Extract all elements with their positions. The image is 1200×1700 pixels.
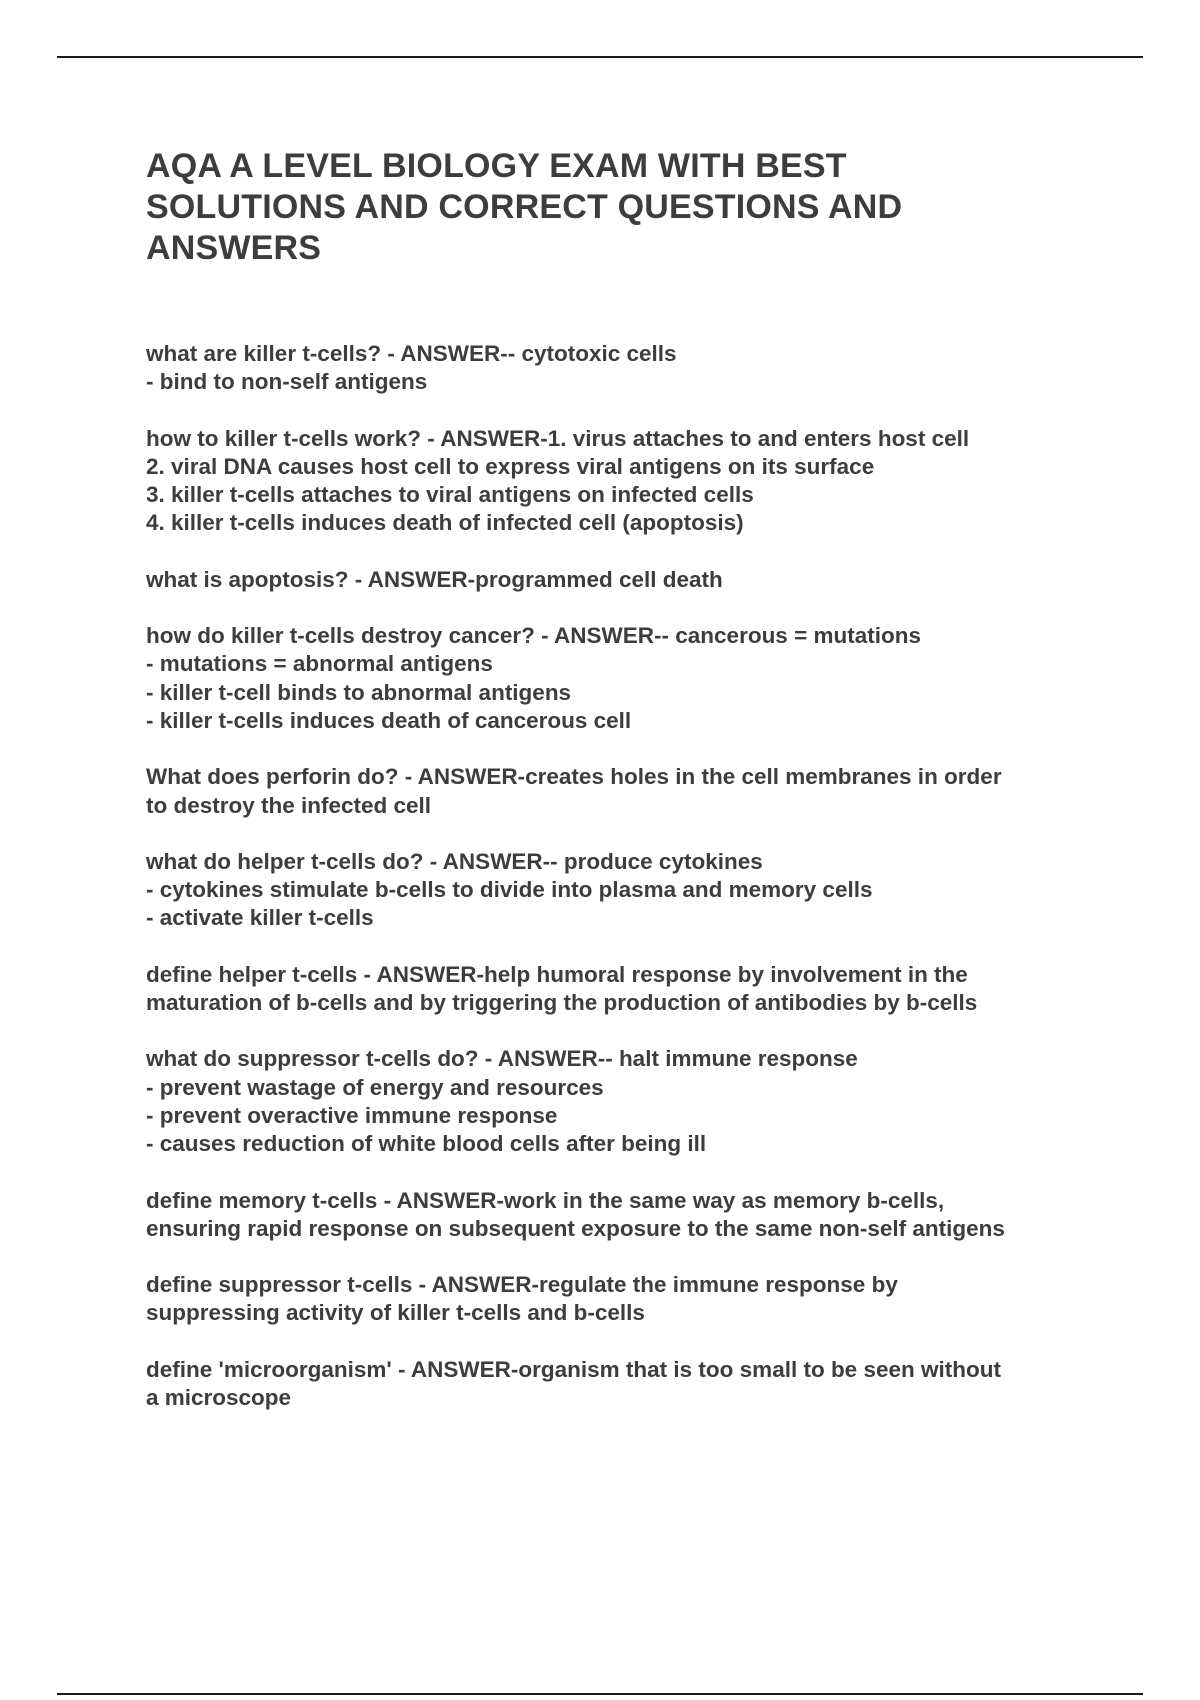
qa-item-define-memory-t-cells [146,1187,1086,1244]
document-title [146,146,1086,269]
qa-list [146,340,1086,1440]
top-rule [57,56,1143,58]
qa-line: - prevent wastage of energy and resources [146,1074,604,1100]
qa-line: - killer t-cells induces death of cancerous cell [146,707,632,733]
qa-line: suppressing activity of killer t-cells and b-cells [146,1300,645,1326]
qa-item-define-suppressor-t-cells [146,1271,1086,1328]
qa-item-perforin [146,763,1086,820]
qa-line: define helper t-cells - ANSWER-help humoral response by involvement in the [146,961,968,987]
qa-item-suppressor-t-cells-do [146,1045,1086,1158]
qa-item-killer-t-cells [146,340,1086,397]
qa-line: ensuring rapid response on subsequent exposure to the same non-self antigens [146,1215,1005,1241]
qa-line: - killer t-cell binds to abnormal antigens [146,679,572,705]
qa-item-helper-t-cells-do [146,848,1086,933]
title-line: SOLUTIONS AND CORRECT QUESTIONS AND [146,188,903,226]
qa-line: 4. killer t-cells induces death of infected cell (apoptosis) [146,510,744,536]
qa-line: What does perforin do? - ANSWER-creates holes in the cell membranes in order [146,764,1002,790]
qa-item-killer-t-cells-work [146,425,1086,538]
qa-line: maturation of b-cells and by triggering the production of antibodies by b-cells [146,990,978,1016]
qa-item-killer-t-cells-cancer [146,622,1086,735]
qa-line: what is apoptosis? - ANSWER-programmed cell death [146,566,723,592]
qa-line: 2. viral DNA causes host cell to express viral antigens on its surface [146,453,875,479]
qa-line: define suppressor t-cells - ANSWER-regulate the immune response by [146,1272,898,1298]
qa-line: what are killer t-cells? - ANSWER-- cytotoxic cells [146,341,677,366]
qa-line: 3. killer t-cells attaches to viral antigens on infected cells [146,482,754,508]
qa-line: to destroy the infected cell [146,792,432,818]
qa-line: a microscope [146,1385,292,1411]
qa-item-define-helper-t-cells [146,961,1086,1018]
bottom-rule [57,1693,1143,1695]
qa-line: - bind to non-self antigens [146,369,428,395]
qa-line: how do killer t-cells destroy cancer? - ANSWER-- cancerous = mutations [146,623,921,649]
qa-line: what do suppressor t-cells do? - ANSWER-- halt immune response [146,1046,858,1072]
qa-line: define 'microorganism' - ANSWER-organism that is too small to be seen without [146,1356,1001,1382]
qa-line: - causes reduction of white blood cells after being ill [146,1131,707,1157]
qa-item-apoptosis [146,566,1086,594]
qa-line: how to killer t-cells work? - ANSWER-1. virus attaches to and enters host cell [146,425,970,451]
title-line: AQA A LEVEL BIOLOGY EXAM WITH BEST [146,147,847,185]
qa-item-define-microorganism [146,1356,1086,1413]
qa-line: - mutations = abnormal antigens [146,651,493,677]
qa-line: define memory t-cells - ANSWER-work in the same way as memory b-cells, [146,1187,945,1213]
qa-line: what do helper t-cells do? - ANSWER-- produce cytokines [146,848,763,874]
title-line: ANSWERS [146,229,322,267]
qa-line: - prevent overactive immune response [146,1102,558,1128]
qa-line: - cytokines stimulate b-cells to divide into plasma and memory cells [146,877,873,903]
qa-line: - activate killer t-cells [146,905,374,931]
